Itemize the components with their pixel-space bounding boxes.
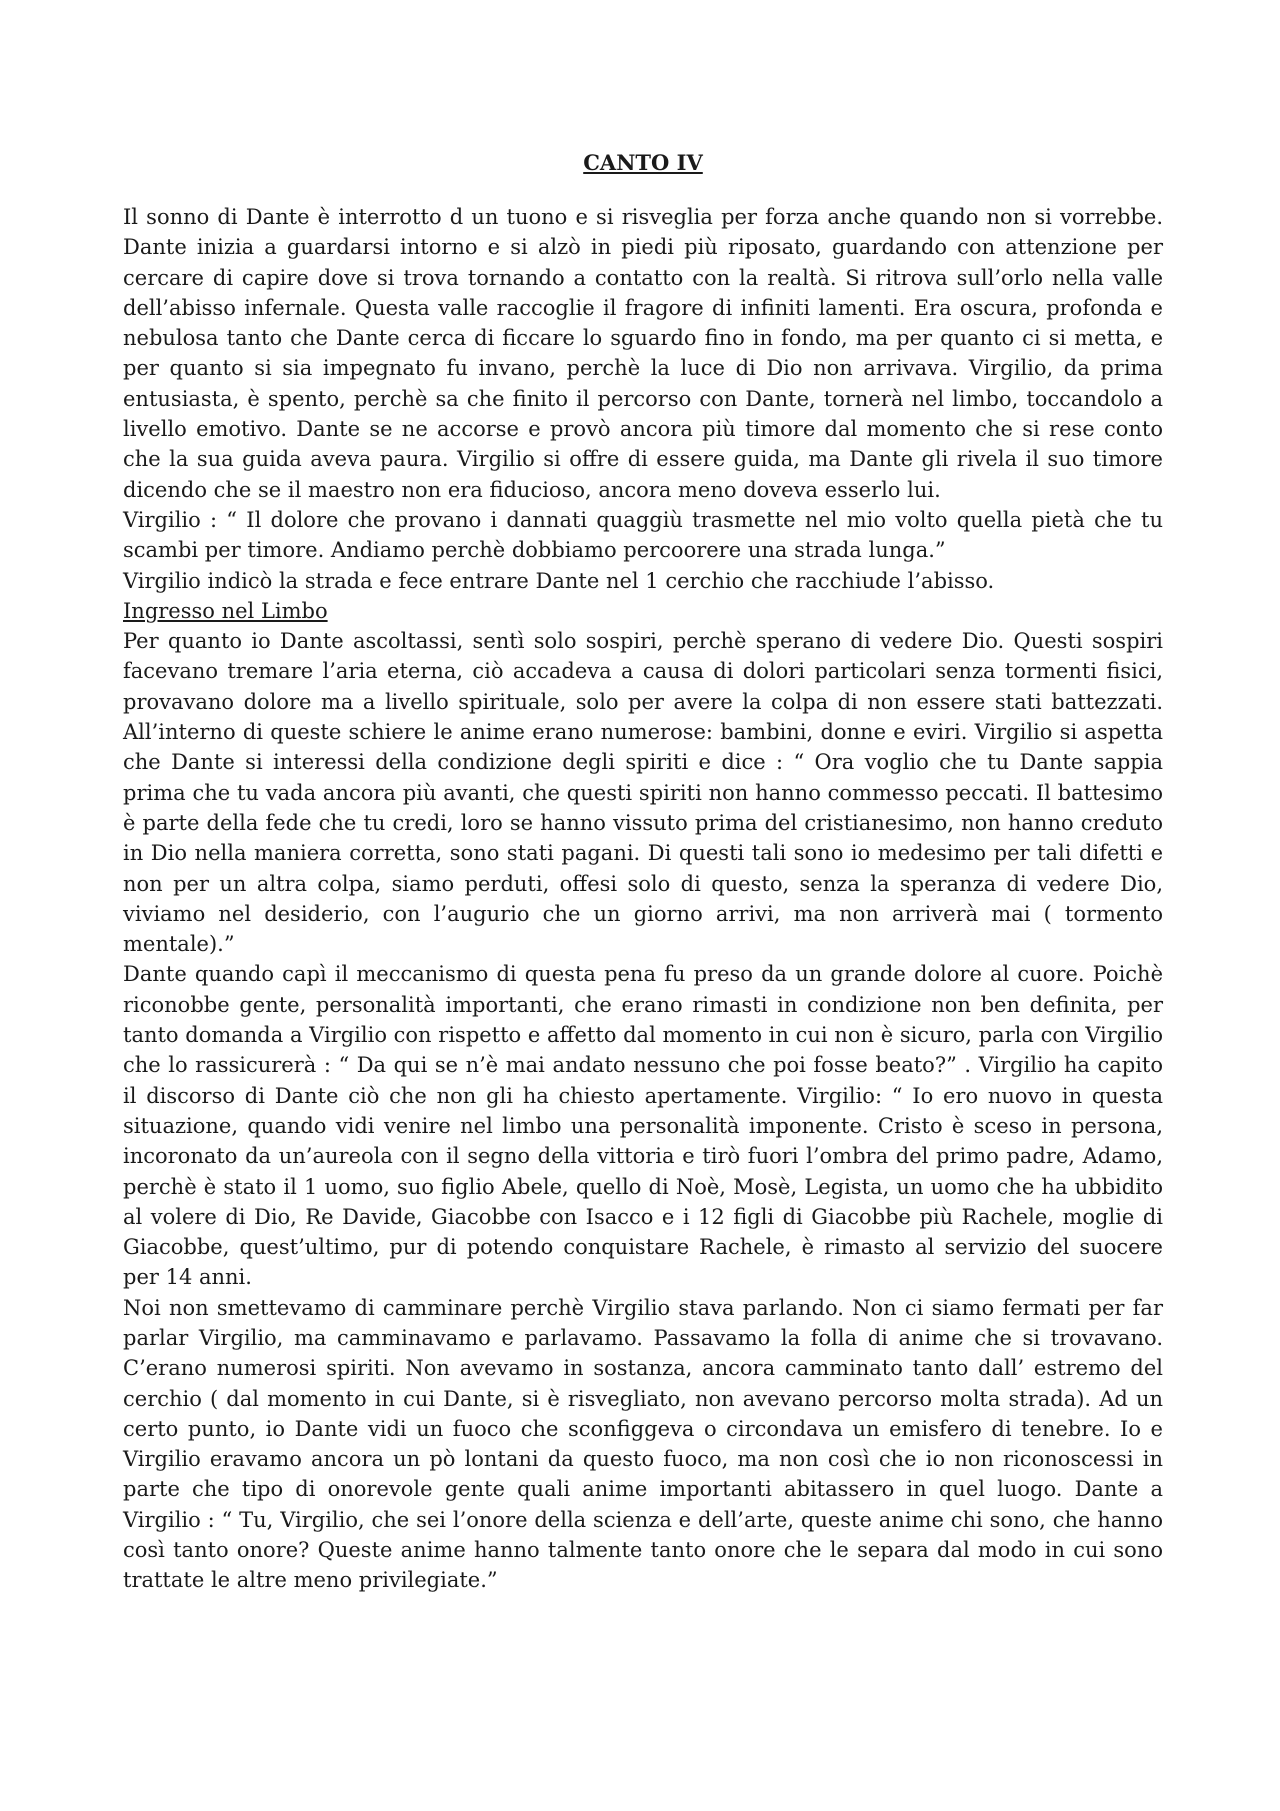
paragraph-first-circle: Virgilio indicò la strada e fece entrare Dante nel 1 cerchio che racchiude l’abisso. (123, 568, 995, 593)
paragraph-limbo-sighs: Per quanto io Dante ascoltassi, sentì solo sospiri, perchè sperano di vedere Dio. Questi sospiri facevano tremare l’aria eterna, ciò accadeva a causa di dolori particolari senza tormenti fisici, provavano dolore ma a livello spirituale, solo per avere la colpa di non essere stati battezzati. All’interno di queste schiere le anime erano numerose: bambini, donne e eviri. Virgilio si aspetta che Dante si interessi della condizione degli spiriti e dice : “ Ora voglio che tu Dante sappia prima che tu vada ancora più avanti, che questi spiriti non hanno commesso peccati. Il battesimo è parte della fede che tu credi, loro se hanno vissuto prima del cristianesimo, non hanno creduto in Dio nella maniera corretta, sono stati pagani. Di questi tali sono io medesimo per tali difetti e non per un altra colpa, siamo perduti, offesi solo di questo, senza la speranza di vedere Dio, viviamo nel desiderio, con l’augurio che un giorno arrivi, ma non arriverà mai ( tormento mentale).” (123, 629, 1163, 957)
paragraph-christ-descent: Dante quando capì il meccanismo di questa pena fu preso da un grande dolore al cuore. Poichè riconobbe gente, personalità importanti, che erano rimasti in condizione non ben definita, per tanto domanda a Virgilio con rispetto e affetto dal momento in cui non è sicuro, parla con Virgilio che lo rassicurerà : “ Da qui se n’è mai andato nessuno che poi fosse beato?” . Virgilio ha capito il discorso di Dante ciò che non gli ha chiesto apertamente. Virgilio: “ Io ero nuovo in questa situazione, quando vidi venire nel limbo una personalità imponente. Cristo è sceso in persona, incoronato da un’aureola con il segno della vittoria e tirò fuori l’ombra del primo padre, Adamo, perchè è stato il 1 uomo, suo figlio Abele, quello di Noè, Mosè, Legista, un uomo che ha ubbidito al volere di Dio, Re Davide, Giacobbe con Isacco e i 12 figli di Giacobbe più Rachele, moglie di Giacobbe, quest’ultimo, pur di potendo conquistare Rachele, è rimasto al servizio del suocere per 14 anni. (123, 962, 1163, 1290)
document-page (123, 148, 1163, 1596)
paragraph-intro: Il sonno di Dante è interrotto d un tuono e si risveglia per forza anche quando non si vorrebbe. Dante inizia a guardarsi intorno e si alzò in piedi più riposato, guardando con attenzione per cercare di capire dove si trova tornando a contatto con la realtà. Si ritrova sull’orlo nella valle dell’abisso infernale. Questa valle raccoglie il fragore di infiniti lamenti. Era oscura, profonda e nebulosa tanto che Dante cerca di ficcare lo sguardo fino in fondo, ma per quanto ci si metta, e per quanto si sia impegnato fu invano, perchè la luce di Dio non arrivava. Virgilio, da prima entusiasta, è spento, perchè sa che finito il percorso con Dante, tornerà nel limbo, toccandolo a livello emotivo. Dante se ne accorse e provò ancora più timore dal momento che si rese conto che la sua guida aveva paura. Virgilio si offre di essere guida, ma Dante gli rivela il suo timore dicendo che se il maestro non era fiducioso, ancora meno doveva esserlo lui. (123, 205, 1163, 502)
paragraph-virgilio-quote: Virgilio : “ Il dolore che provano i dannati quaggiù trasmette nel mio volto quella pietà che tu scambi per timore. Andiamo perchè dobbiamo percoorere una strada lunga.” (123, 507, 1163, 563)
page-title: CANTO IV (583, 150, 703, 175)
section-heading: Ingresso nel Limbo (123, 598, 328, 623)
paragraph-walking-fire: Noi non smettevamo di camminare perchè Virgilio stava parlando. Non ci siamo fermati per far parlar Virgilio, ma camminavamo e parlavamo. Passavamo la folla di anime che si trovavano. C’erano numerosi spiriti. Non avevamo in sostanza, ancora camminato tanto dall’ estremo del cerchio ( dal momento in cui Dante, si è risvegliato, non avevano percorso molta strada). Ad un certo punto, io Dante vidi un fuoco che sconfiggeva o circondava un emisfero di tenebre. Io e Virgilio eravamo ancora un pò lontani da questo fuoco, ma non così che io non riconoscessi in parte che tipo di onorevole gente quali anime importanti abitassero in quel luogo. Dante a Virgilio : “ Tu, Virgilio, che sei l’onore della scienza e dell’arte, queste anime chi sono, che hanno così tanto onore? Queste anime hanno talmente tanto onore che le separa dal modo in cui sono trattate le altre meno privilegiate.” (123, 1295, 1163, 1593)
